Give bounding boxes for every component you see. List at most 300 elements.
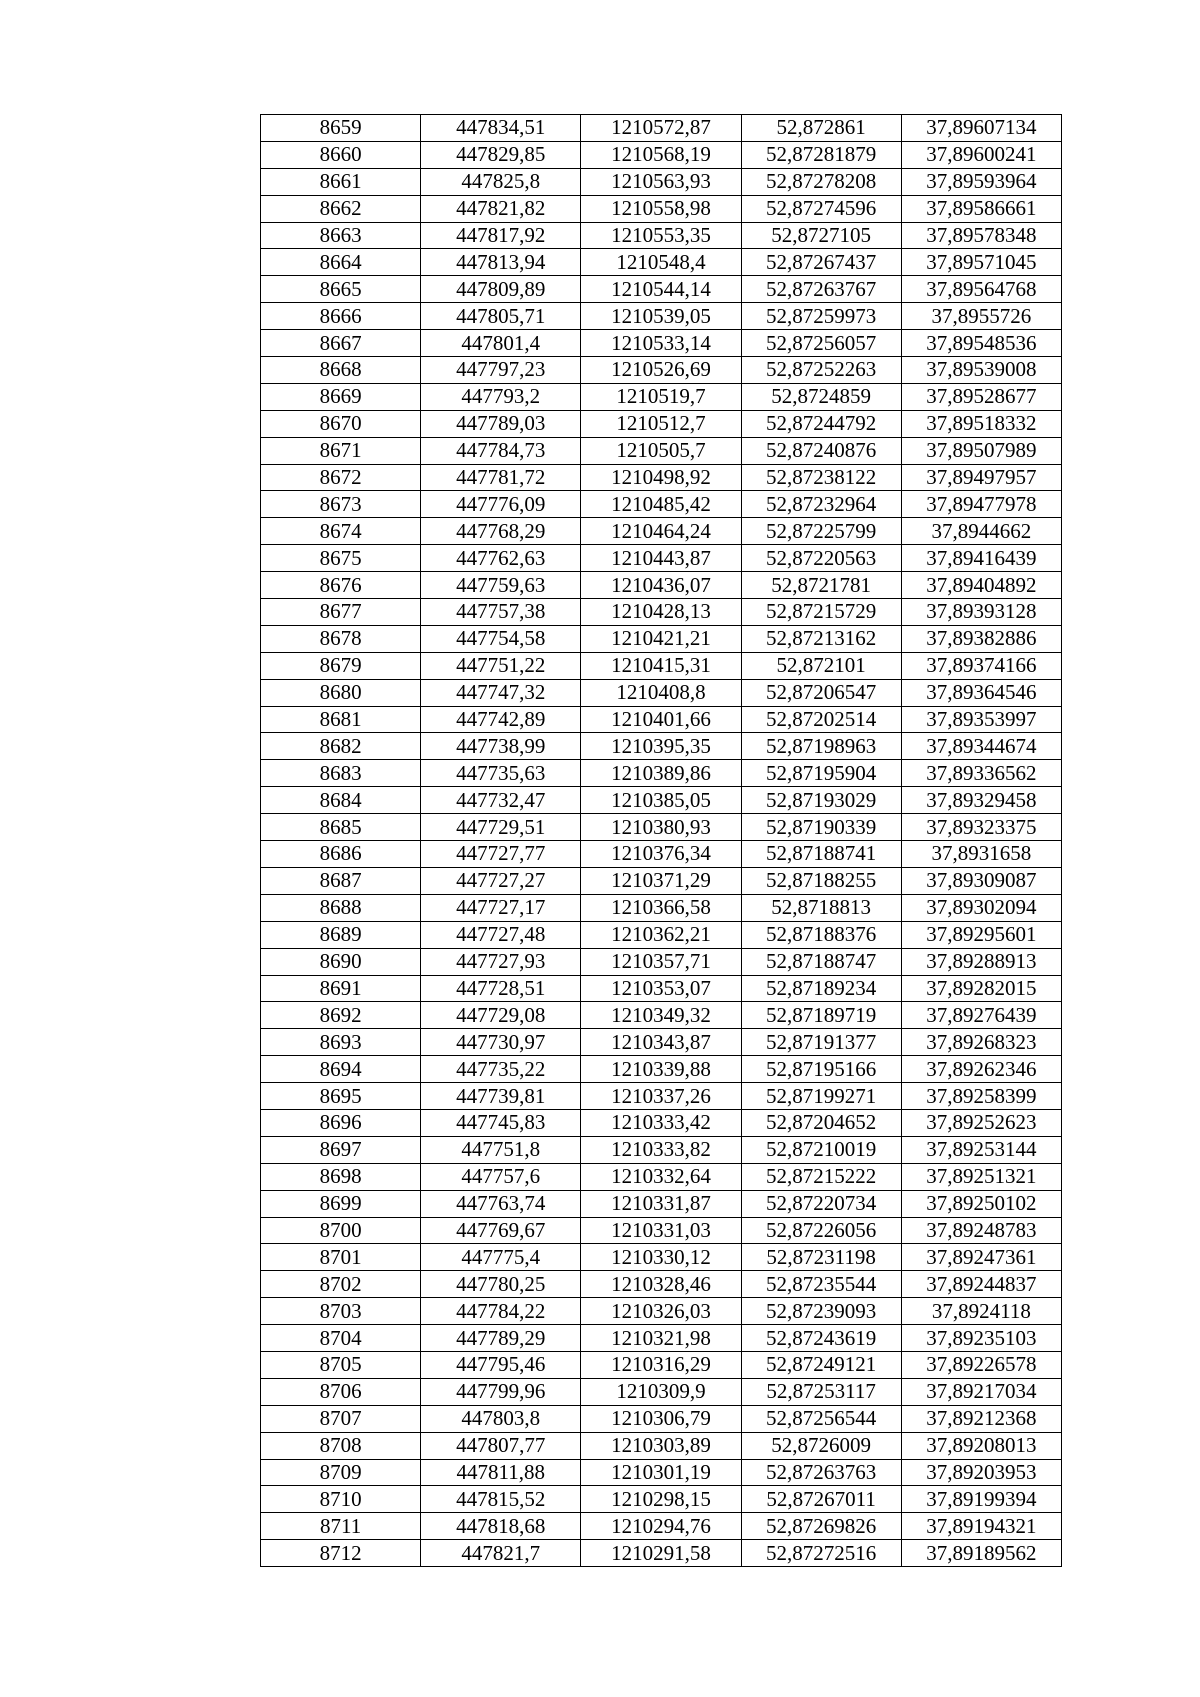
y-coordinate-cell: 1210533,14: [581, 330, 741, 357]
table-row: [261, 545, 1062, 572]
y-coordinate-cell: 1210505,7: [581, 437, 741, 464]
latitude-cell: 52,87199271: [741, 1083, 901, 1110]
latitude-cell: 52,87195904: [741, 760, 901, 787]
point-number-cell: 8706: [261, 1378, 421, 1405]
y-coordinate-cell: 1210380,93: [581, 814, 741, 841]
table-row: [261, 1109, 1062, 1136]
point-number-cell: 8692: [261, 1002, 421, 1029]
table-row: [261, 410, 1062, 437]
table-row: [261, 921, 1062, 948]
longitude-cell: 37,89564768: [901, 276, 1061, 303]
latitude-cell: 52,87256544: [741, 1405, 901, 1432]
table-row: [261, 841, 1062, 868]
x-coordinate-cell: 447817,92: [421, 222, 581, 249]
latitude-cell: 52,87239093: [741, 1298, 901, 1325]
y-coordinate-cell: 1210539,05: [581, 303, 741, 330]
longitude-cell: 37,89212368: [901, 1405, 1061, 1432]
x-coordinate-cell: 447815,52: [421, 1486, 581, 1513]
latitude-cell: 52,87190339: [741, 814, 901, 841]
x-coordinate-cell: 447811,88: [421, 1459, 581, 1486]
point-number-cell: 8702: [261, 1271, 421, 1298]
latitude-cell: 52,87243619: [741, 1325, 901, 1352]
latitude-cell: 52,87256057: [741, 330, 901, 357]
point-number-cell: 8707: [261, 1405, 421, 1432]
y-coordinate-cell: 1210376,34: [581, 841, 741, 868]
latitude-cell: 52,8724859: [741, 383, 901, 410]
latitude-cell: 52,87240876: [741, 437, 901, 464]
y-coordinate-cell: 1210563,93: [581, 168, 741, 195]
x-coordinate-cell: 447769,67: [421, 1217, 581, 1244]
y-coordinate-cell: 1210436,07: [581, 572, 741, 599]
latitude-cell: 52,8726009: [741, 1432, 901, 1459]
y-coordinate-cell: 1210303,89: [581, 1432, 741, 1459]
point-number-cell: 8659: [261, 115, 421, 142]
latitude-cell: 52,87232964: [741, 491, 901, 518]
latitude-cell: 52,87272516: [741, 1540, 901, 1567]
longitude-cell: 37,89329458: [901, 787, 1061, 814]
table-row: [261, 222, 1062, 249]
latitude-cell: 52,8721781: [741, 572, 901, 599]
latitude-cell: 52,87195166: [741, 1056, 901, 1083]
x-coordinate-cell: 447793,2: [421, 383, 581, 410]
point-number-cell: 8700: [261, 1217, 421, 1244]
table-row: [261, 249, 1062, 276]
x-coordinate-cell: 447775,4: [421, 1244, 581, 1271]
x-coordinate-cell: 447821,7: [421, 1540, 581, 1567]
point-number-cell: 8688: [261, 894, 421, 921]
longitude-cell: 37,89252623: [901, 1109, 1061, 1136]
latitude-cell: 52,872861: [741, 115, 901, 142]
table-row: [261, 1056, 1062, 1083]
latitude-cell: 52,87267437: [741, 249, 901, 276]
longitude-cell: 37,89226578: [901, 1351, 1061, 1378]
x-coordinate-cell: 447751,22: [421, 652, 581, 679]
latitude-cell: 52,87188741: [741, 841, 901, 868]
x-coordinate-cell: 447776,09: [421, 491, 581, 518]
longitude-cell: 37,89600241: [901, 141, 1061, 168]
latitude-cell: 52,87252263: [741, 357, 901, 384]
table-row: [261, 303, 1062, 330]
y-coordinate-cell: 1210333,42: [581, 1109, 741, 1136]
y-coordinate-cell: 1210349,32: [581, 1002, 741, 1029]
point-number-cell: 8663: [261, 222, 421, 249]
x-coordinate-cell: 447784,22: [421, 1298, 581, 1325]
y-coordinate-cell: 1210408,8: [581, 679, 741, 706]
latitude-cell: 52,87210019: [741, 1136, 901, 1163]
y-coordinate-cell: 1210357,71: [581, 948, 741, 975]
table-row: [261, 1029, 1062, 1056]
x-coordinate-cell: 447768,29: [421, 518, 581, 545]
point-number-cell: 8697: [261, 1136, 421, 1163]
y-coordinate-cell: 1210339,88: [581, 1056, 741, 1083]
longitude-cell: 37,89548536: [901, 330, 1061, 357]
latitude-cell: 52,87189719: [741, 1002, 901, 1029]
longitude-cell: 37,89507989: [901, 437, 1061, 464]
x-coordinate-cell: 447825,8: [421, 168, 581, 195]
x-coordinate-cell: 447729,51: [421, 814, 581, 841]
latitude-cell: 52,87188376: [741, 921, 901, 948]
table-row: [261, 1513, 1062, 1540]
x-coordinate-cell: 447729,08: [421, 1002, 581, 1029]
x-coordinate-cell: 447797,23: [421, 357, 581, 384]
table-row: [261, 652, 1062, 679]
table-row: [261, 1486, 1062, 1513]
x-coordinate-cell: 447730,97: [421, 1029, 581, 1056]
x-coordinate-cell: 447813,94: [421, 249, 581, 276]
x-coordinate-cell: 447807,77: [421, 1432, 581, 1459]
y-coordinate-cell: 1210306,79: [581, 1405, 741, 1432]
x-coordinate-cell: 447759,63: [421, 572, 581, 599]
longitude-cell: 37,89309087: [901, 867, 1061, 894]
latitude-cell: 52,87189234: [741, 975, 901, 1002]
y-coordinate-cell: 1210343,87: [581, 1029, 741, 1056]
longitude-cell: 37,89539008: [901, 357, 1061, 384]
coordinates-table-body: [261, 115, 1062, 1567]
table-row: [261, 814, 1062, 841]
y-coordinate-cell: 1210401,66: [581, 706, 741, 733]
x-coordinate-cell: 447738,99: [421, 733, 581, 760]
y-coordinate-cell: 1210309,9: [581, 1378, 741, 1405]
longitude-cell: 37,89199394: [901, 1486, 1061, 1513]
point-number-cell: 8705: [261, 1351, 421, 1378]
y-coordinate-cell: 1210333,82: [581, 1136, 741, 1163]
latitude-cell: 52,87274596: [741, 195, 901, 222]
table-row: [261, 1351, 1062, 1378]
x-coordinate-cell: 447757,6: [421, 1163, 581, 1190]
point-number-cell: 8673: [261, 491, 421, 518]
latitude-cell: 52,87263763: [741, 1459, 901, 1486]
table-row: [261, 1163, 1062, 1190]
longitude-cell: 37,89248783: [901, 1217, 1061, 1244]
x-coordinate-cell: 447763,74: [421, 1190, 581, 1217]
latitude-cell: 52,87193029: [741, 787, 901, 814]
point-number-cell: 8699: [261, 1190, 421, 1217]
point-number-cell: 8669: [261, 383, 421, 410]
x-coordinate-cell: 447829,85: [421, 141, 581, 168]
longitude-cell: 37,89416439: [901, 545, 1061, 572]
latitude-cell: 52,87244792: [741, 410, 901, 437]
latitude-cell: 52,8727105: [741, 222, 901, 249]
table-row: [261, 894, 1062, 921]
x-coordinate-cell: 447735,22: [421, 1056, 581, 1083]
latitude-cell: 52,87253117: [741, 1378, 901, 1405]
longitude-cell: 37,89235103: [901, 1325, 1061, 1352]
y-coordinate-cell: 1210428,13: [581, 599, 741, 626]
y-coordinate-cell: 1210298,15: [581, 1486, 741, 1513]
table-row: [261, 787, 1062, 814]
x-coordinate-cell: 447727,93: [421, 948, 581, 975]
point-number-cell: 8712: [261, 1540, 421, 1567]
longitude-cell: 37,89477978: [901, 491, 1061, 518]
point-number-cell: 8694: [261, 1056, 421, 1083]
table-row: [261, 115, 1062, 142]
table-row: [261, 1244, 1062, 1271]
longitude-cell: 37,8924118: [901, 1298, 1061, 1325]
latitude-cell: 52,87220563: [741, 545, 901, 572]
x-coordinate-cell: 447747,32: [421, 679, 581, 706]
y-coordinate-cell: 1210443,87: [581, 545, 741, 572]
point-number-cell: 8671: [261, 437, 421, 464]
latitude-cell: 52,87215729: [741, 599, 901, 626]
point-number-cell: 8695: [261, 1083, 421, 1110]
y-coordinate-cell: 1210519,7: [581, 383, 741, 410]
longitude-cell: 37,89578348: [901, 222, 1061, 249]
y-coordinate-cell: 1210512,7: [581, 410, 741, 437]
point-number-cell: 8689: [261, 921, 421, 948]
longitude-cell: 37,89302094: [901, 894, 1061, 921]
longitude-cell: 37,89518332: [901, 410, 1061, 437]
latitude-cell: 52,87238122: [741, 464, 901, 491]
x-coordinate-cell: 447781,72: [421, 464, 581, 491]
point-number-cell: 8677: [261, 599, 421, 626]
x-coordinate-cell: 447727,77: [421, 841, 581, 868]
table-row: [261, 168, 1062, 195]
x-coordinate-cell: 447799,96: [421, 1378, 581, 1405]
latitude-cell: 52,87206547: [741, 679, 901, 706]
table-row: [261, 1298, 1062, 1325]
point-number-cell: 8690: [261, 948, 421, 975]
point-number-cell: 8708: [261, 1432, 421, 1459]
y-coordinate-cell: 1210330,12: [581, 1244, 741, 1271]
longitude-cell: 37,89268323: [901, 1029, 1061, 1056]
y-coordinate-cell: 1210362,21: [581, 921, 741, 948]
longitude-cell: 37,89571045: [901, 249, 1061, 276]
point-number-cell: 8672: [261, 464, 421, 491]
longitude-cell: 37,89374166: [901, 652, 1061, 679]
table-row: [261, 437, 1062, 464]
y-coordinate-cell: 1210544,14: [581, 276, 741, 303]
point-number-cell: 8680: [261, 679, 421, 706]
longitude-cell: 37,89276439: [901, 1002, 1061, 1029]
table-row: [261, 195, 1062, 222]
longitude-cell: 37,89586661: [901, 195, 1061, 222]
x-coordinate-cell: 447735,63: [421, 760, 581, 787]
coordinates-table: [260, 114, 1062, 1567]
x-coordinate-cell: 447754,58: [421, 625, 581, 652]
point-number-cell: 8676: [261, 572, 421, 599]
longitude-cell: 37,8931658: [901, 841, 1061, 868]
table-row: [261, 141, 1062, 168]
longitude-cell: 37,8944662: [901, 518, 1061, 545]
x-coordinate-cell: 447727,48: [421, 921, 581, 948]
point-number-cell: 8701: [261, 1244, 421, 1271]
y-coordinate-cell: 1210328,46: [581, 1271, 741, 1298]
table-row: [261, 330, 1062, 357]
y-coordinate-cell: 1210326,03: [581, 1298, 741, 1325]
table-row: [261, 1190, 1062, 1217]
longitude-cell: 37,89262346: [901, 1056, 1061, 1083]
point-number-cell: 8684: [261, 787, 421, 814]
y-coordinate-cell: 1210353,07: [581, 975, 741, 1002]
table-row: [261, 1083, 1062, 1110]
y-coordinate-cell: 1210331,87: [581, 1190, 741, 1217]
longitude-cell: 37,89404892: [901, 572, 1061, 599]
table-row: [261, 276, 1062, 303]
table-row: [261, 1378, 1062, 1405]
y-coordinate-cell: 1210421,21: [581, 625, 741, 652]
latitude-cell: 52,87249121: [741, 1351, 901, 1378]
longitude-cell: 37,89353997: [901, 706, 1061, 733]
latitude-cell: 52,87202514: [741, 706, 901, 733]
x-coordinate-cell: 447780,25: [421, 1271, 581, 1298]
table-row: [261, 1432, 1062, 1459]
latitude-cell: 52,87198963: [741, 733, 901, 760]
table-row: [261, 760, 1062, 787]
point-number-cell: 8704: [261, 1325, 421, 1352]
point-number-cell: 8698: [261, 1163, 421, 1190]
latitude-cell: 52,87226056: [741, 1217, 901, 1244]
table-row: [261, 679, 1062, 706]
longitude-cell: 37,89593964: [901, 168, 1061, 195]
y-coordinate-cell: 1210498,92: [581, 464, 741, 491]
point-number-cell: 8709: [261, 1459, 421, 1486]
x-coordinate-cell: 447809,89: [421, 276, 581, 303]
table-row: [261, 948, 1062, 975]
latitude-cell: 52,87191377: [741, 1029, 901, 1056]
point-number-cell: 8660: [261, 141, 421, 168]
x-coordinate-cell: 447727,27: [421, 867, 581, 894]
y-coordinate-cell: 1210337,26: [581, 1083, 741, 1110]
point-number-cell: 8664: [261, 249, 421, 276]
table-row: [261, 625, 1062, 652]
x-coordinate-cell: 447821,82: [421, 195, 581, 222]
x-coordinate-cell: 447757,38: [421, 599, 581, 626]
y-coordinate-cell: 1210395,35: [581, 733, 741, 760]
longitude-cell: 37,89393128: [901, 599, 1061, 626]
y-coordinate-cell: 1210321,98: [581, 1325, 741, 1352]
point-number-cell: 8685: [261, 814, 421, 841]
x-coordinate-cell: 447727,17: [421, 894, 581, 921]
y-coordinate-cell: 1210485,42: [581, 491, 741, 518]
table-row: [261, 1405, 1062, 1432]
longitude-cell: 37,89295601: [901, 921, 1061, 948]
latitude-cell: 52,87263767: [741, 276, 901, 303]
point-number-cell: 8668: [261, 357, 421, 384]
latitude-cell: 52,87215222: [741, 1163, 901, 1190]
point-number-cell: 8674: [261, 518, 421, 545]
point-number-cell: 8683: [261, 760, 421, 787]
point-number-cell: 8670: [261, 410, 421, 437]
table-row: [261, 383, 1062, 410]
longitude-cell: 37,89253144: [901, 1136, 1061, 1163]
x-coordinate-cell: 447803,8: [421, 1405, 581, 1432]
longitude-cell: 37,89208013: [901, 1432, 1061, 1459]
longitude-cell: 37,89607134: [901, 115, 1061, 142]
latitude-cell: 52,87188747: [741, 948, 901, 975]
longitude-cell: 37,89364546: [901, 679, 1061, 706]
x-coordinate-cell: 447795,46: [421, 1351, 581, 1378]
table-row: [261, 1325, 1062, 1352]
longitude-cell: 37,89323375: [901, 814, 1061, 841]
x-coordinate-cell: 447751,8: [421, 1136, 581, 1163]
point-number-cell: 8681: [261, 706, 421, 733]
point-number-cell: 8678: [261, 625, 421, 652]
table-row: [261, 975, 1062, 1002]
x-coordinate-cell: 447742,89: [421, 706, 581, 733]
y-coordinate-cell: 1210558,98: [581, 195, 741, 222]
point-number-cell: 8675: [261, 545, 421, 572]
longitude-cell: 37,89282015: [901, 975, 1061, 1002]
longitude-cell: 37,89217034: [901, 1378, 1061, 1405]
table-row: [261, 599, 1062, 626]
table-row: [261, 733, 1062, 760]
x-coordinate-cell: 447789,03: [421, 410, 581, 437]
y-coordinate-cell: 1210572,87: [581, 115, 741, 142]
y-coordinate-cell: 1210464,24: [581, 518, 741, 545]
x-coordinate-cell: 447834,51: [421, 115, 581, 142]
y-coordinate-cell: 1210389,86: [581, 760, 741, 787]
longitude-cell: 37,89344674: [901, 733, 1061, 760]
x-coordinate-cell: 447784,73: [421, 437, 581, 464]
latitude-cell: 52,87267011: [741, 1486, 901, 1513]
longitude-cell: 37,89203953: [901, 1459, 1061, 1486]
point-number-cell: 8693: [261, 1029, 421, 1056]
table-row: [261, 1002, 1062, 1029]
longitude-cell: 37,89528677: [901, 383, 1061, 410]
table-row: [261, 464, 1062, 491]
x-coordinate-cell: 447805,71: [421, 303, 581, 330]
y-coordinate-cell: 1210548,4: [581, 249, 741, 276]
x-coordinate-cell: 447818,68: [421, 1513, 581, 1540]
point-number-cell: 8665: [261, 276, 421, 303]
table-row: [261, 357, 1062, 384]
x-coordinate-cell: 447728,51: [421, 975, 581, 1002]
latitude-cell: 52,87269826: [741, 1513, 901, 1540]
point-number-cell: 8686: [261, 841, 421, 868]
table-row: [261, 1217, 1062, 1244]
y-coordinate-cell: 1210415,31: [581, 652, 741, 679]
latitude-cell: 52,87259973: [741, 303, 901, 330]
point-number-cell: 8662: [261, 195, 421, 222]
y-coordinate-cell: 1210553,35: [581, 222, 741, 249]
longitude-cell: 37,89336562: [901, 760, 1061, 787]
table-row: [261, 518, 1062, 545]
longitude-cell: 37,8955726: [901, 303, 1061, 330]
longitude-cell: 37,89194321: [901, 1513, 1061, 1540]
x-coordinate-cell: 447745,83: [421, 1109, 581, 1136]
point-number-cell: 8667: [261, 330, 421, 357]
latitude-cell: 52,87231198: [741, 1244, 901, 1271]
latitude-cell: 52,87225799: [741, 518, 901, 545]
point-number-cell: 8679: [261, 652, 421, 679]
longitude-cell: 37,89497957: [901, 464, 1061, 491]
y-coordinate-cell: 1210526,69: [581, 357, 741, 384]
longitude-cell: 37,89382886: [901, 625, 1061, 652]
longitude-cell: 37,89288913: [901, 948, 1061, 975]
point-number-cell: 8696: [261, 1109, 421, 1136]
y-coordinate-cell: 1210294,76: [581, 1513, 741, 1540]
longitude-cell: 37,89247361: [901, 1244, 1061, 1271]
x-coordinate-cell: 447801,4: [421, 330, 581, 357]
table-row: [261, 1540, 1062, 1567]
latitude-cell: 52,87220734: [741, 1190, 901, 1217]
y-coordinate-cell: 1210385,05: [581, 787, 741, 814]
table-row: [261, 867, 1062, 894]
x-coordinate-cell: 447739,81: [421, 1083, 581, 1110]
point-number-cell: 8666: [261, 303, 421, 330]
table-row: [261, 706, 1062, 733]
y-coordinate-cell: 1210316,29: [581, 1351, 741, 1378]
latitude-cell: 52,87188255: [741, 867, 901, 894]
x-coordinate-cell: 447732,47: [421, 787, 581, 814]
table-row: [261, 572, 1062, 599]
y-coordinate-cell: 1210331,03: [581, 1217, 741, 1244]
latitude-cell: 52,8718813: [741, 894, 901, 921]
longitude-cell: 37,89250102: [901, 1190, 1061, 1217]
latitude-cell: 52,87204652: [741, 1109, 901, 1136]
longitude-cell: 37,89251321: [901, 1163, 1061, 1190]
latitude-cell: 52,87235544: [741, 1271, 901, 1298]
